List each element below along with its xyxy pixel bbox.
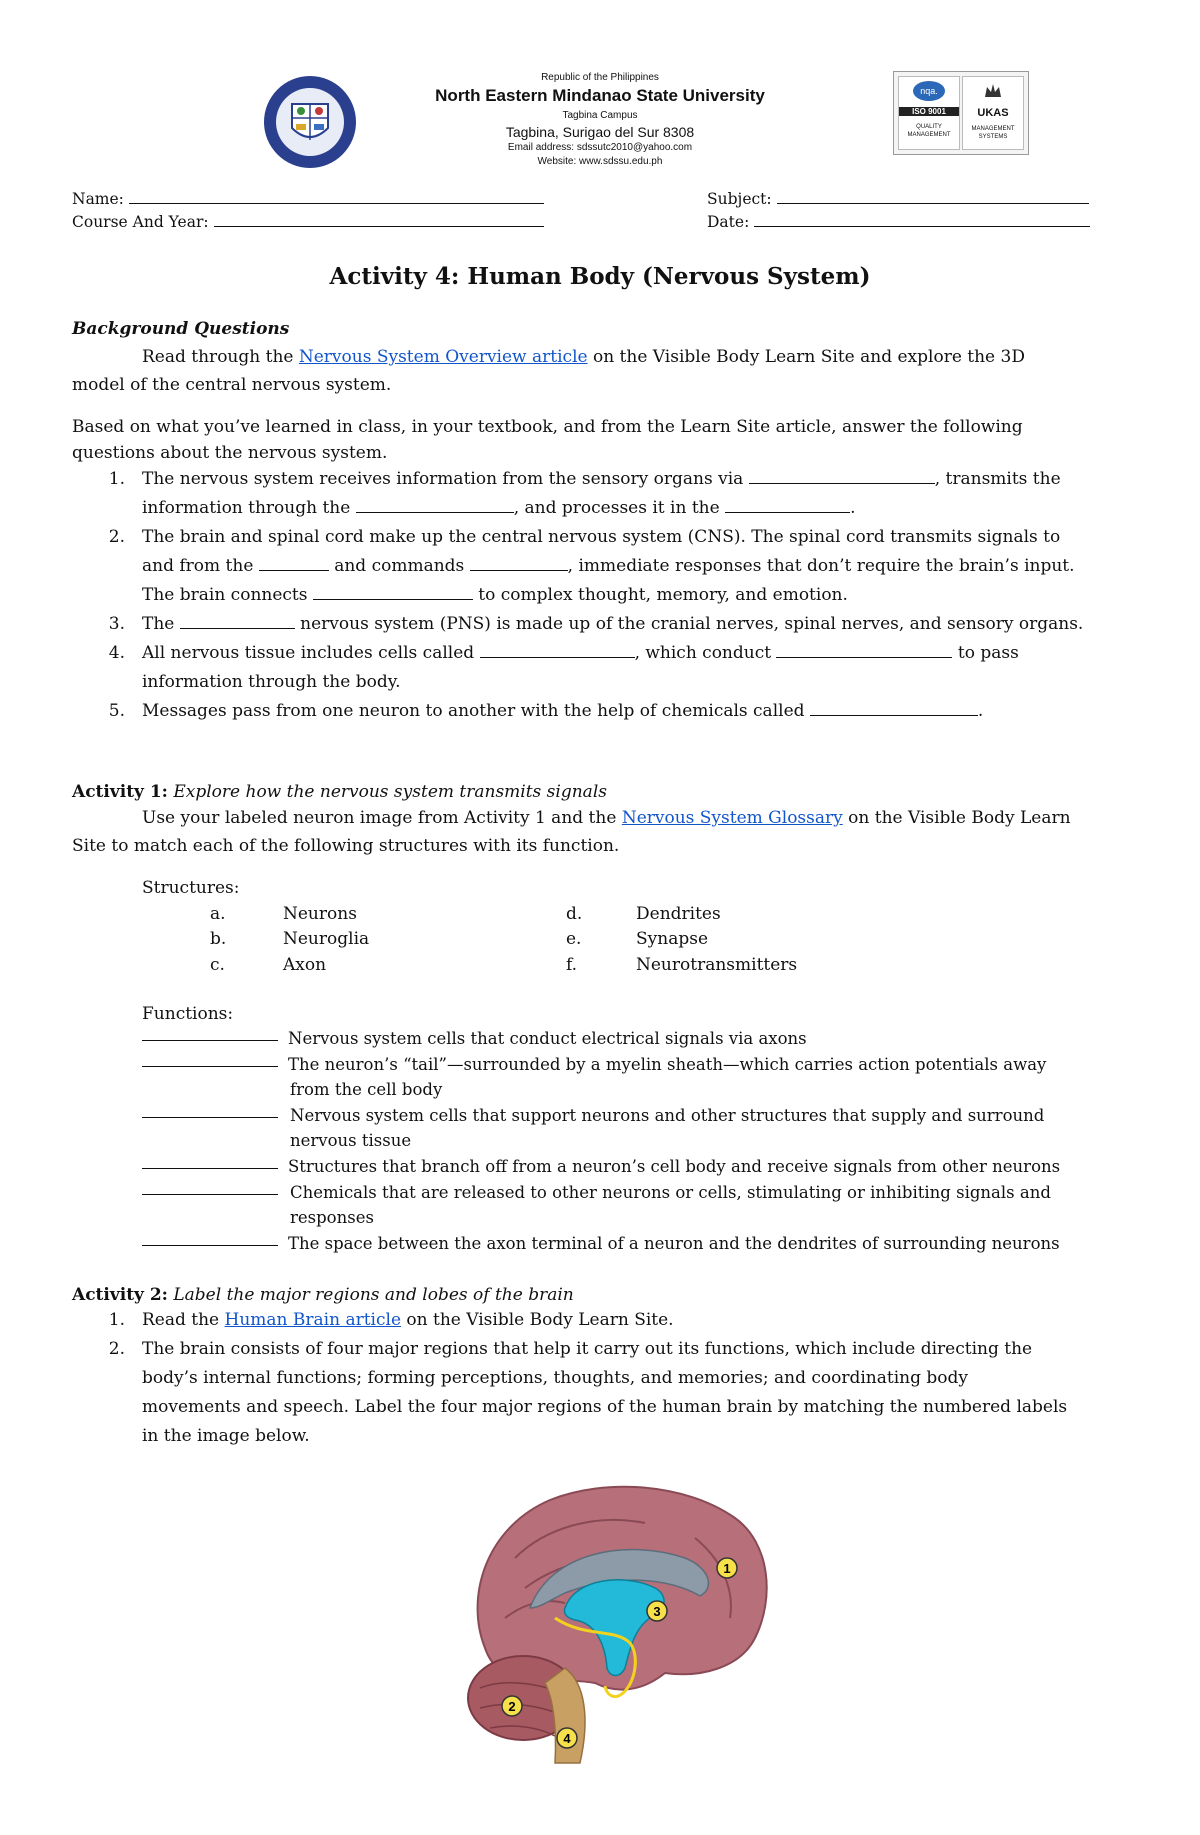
function-answer-blank[interactable] xyxy=(142,1168,278,1169)
function-answer-blank[interactable] xyxy=(142,1194,278,1195)
subject-field[interactable]: Subject: xyxy=(707,190,1089,208)
structure-name: Neuroglia xyxy=(283,929,370,949)
question-5-number: 5. xyxy=(108,701,125,721)
crown-icon xyxy=(983,81,1003,101)
function-answer-blank[interactable] xyxy=(142,1066,278,1067)
q2-blank-3[interactable] xyxy=(313,585,473,600)
q1-blank-2[interactable] xyxy=(356,498,514,513)
activity-2-item-2-line1: The brain consists of four major regions that help it carry out its functions, which include directing the xyxy=(142,1339,1033,1359)
q2-blank-2[interactable] xyxy=(470,556,568,571)
background-para-line1: Based on what you’ve learned in class, in your textbook, and from the Learn Site article, answer the following xyxy=(72,417,1023,437)
address-text: Tagbina, Surigao del Sur 8308 xyxy=(505,124,695,140)
activity-2-item-2-line2: body’s internal functions; forming perceptions, thoughts, and memories; and coordinating body xyxy=(142,1368,968,1388)
q4-blank-2[interactable] xyxy=(776,643,952,658)
ukas-badge: UKAS MANAGEMENT SYSTEMS xyxy=(962,76,1024,150)
activity-1-intro-line2: Site to match each of the following structures with its function. xyxy=(72,836,620,856)
date-field[interactable]: Date: xyxy=(707,213,1090,231)
structure-letter: c. xyxy=(210,955,225,975)
q4-blank-1[interactable] xyxy=(480,643,635,658)
brain-label-2: 2 xyxy=(508,1699,516,1714)
question-1-line1: The nervous system receives information from the sensory organs via , transmits the xyxy=(142,469,1061,489)
activity-2-heading: Activity 2: Label the major regions and lobes of the brain xyxy=(72,1285,574,1305)
question-2-number: 2. xyxy=(108,527,125,547)
nervous-system-glossary-link[interactable]: Nervous System Glossary xyxy=(621,808,843,828)
q5-blank-1[interactable] xyxy=(810,701,978,716)
background-para-line2: questions about the nervous system. xyxy=(72,443,388,463)
certification-logos xyxy=(893,71,1029,155)
activity-2-item-2-line3: movements and speech. Label the four major regions of the human brain by matching the numbered labels xyxy=(142,1397,1068,1417)
question-4-number: 4. xyxy=(108,643,125,663)
structure-name: Axon xyxy=(283,955,327,975)
structure-name: Synapse xyxy=(636,929,709,949)
q1-blank-3[interactable] xyxy=(725,498,850,513)
q1-blank-1[interactable] xyxy=(749,469,935,484)
function-answer-blank[interactable] xyxy=(142,1117,278,1118)
question-5-line1: Messages pass from one neuron to another with the help of chemicals called . xyxy=(142,701,984,721)
question-2-line2: and from the and commands , immediate responses that don’t require the brain’s input. xyxy=(142,556,1075,576)
republic-text: Republic of the Philippines xyxy=(541,72,659,83)
email-text: Email address: sdssutc2010@yahoo.com xyxy=(507,142,693,153)
question-2-line1: The brain and spinal cord make up the central nervous system (CNS). The spinal cord transmits signals to xyxy=(142,527,1061,547)
activity-1-heading: Activity 1: Explore how the nervous system transmits signals xyxy=(72,782,607,802)
human-brain-article-link[interactable]: Human Brain article xyxy=(224,1310,402,1330)
background-intro-line2: model of the central nervous system. xyxy=(72,375,392,395)
functions-label: Functions: xyxy=(142,1004,234,1024)
structures-label: Structures: xyxy=(142,878,240,898)
structure-name: Dendrites xyxy=(636,904,721,924)
name-blank[interactable] xyxy=(129,191,544,204)
q3-blank-1[interactable] xyxy=(180,614,295,629)
activity-2-item-1-number: 1. xyxy=(108,1310,125,1330)
structure-letter: d. xyxy=(566,904,583,924)
question-1-number: 1. xyxy=(108,469,125,489)
background-intro: Read through the Nervous System Overview article on the Visible Body Learn Site and explore the 3D xyxy=(142,347,1025,367)
structure-letter: e. xyxy=(566,929,582,949)
page-title: Activity 4: Human Body (Nervous System) xyxy=(329,263,871,290)
nervous-system-overview-link[interactable]: Nervous System Overview article xyxy=(298,347,588,367)
course-blank[interactable] xyxy=(214,214,544,227)
background-heading: Background Questions xyxy=(72,319,290,339)
structure-letter: b. xyxy=(210,929,227,949)
activity-2-item-1: Read the Human Brain article on the Visible Body Learn Site. xyxy=(142,1310,674,1330)
function-answer-blank[interactable] xyxy=(142,1245,278,1246)
brain-diagram-image xyxy=(455,1478,775,1768)
activity-2-item-2-number: 2. xyxy=(108,1339,125,1359)
website-text: Website: www.sdssu.edu.ph xyxy=(537,156,663,167)
structure-letter: f. xyxy=(566,955,578,975)
date-blank[interactable] xyxy=(754,214,1090,227)
brain-label-4: 4 xyxy=(563,1731,571,1746)
question-2-line3: The brain connects to complex thought, memory, and emotion. xyxy=(142,585,848,605)
question-3-number: 3. xyxy=(108,614,125,634)
question-4-line2: information through the body. xyxy=(142,672,401,692)
question-3-line1: The nervous system (PNS) is made up of the cranial nerves, spinal nerves, and sensory organs. xyxy=(142,614,1084,634)
function-answer-blank[interactable] xyxy=(142,1040,278,1041)
brain-label-1: 1 xyxy=(723,1561,731,1576)
name-field[interactable]: Name: xyxy=(72,190,544,208)
activity-2-item-2-line4: in the image below. xyxy=(142,1426,310,1446)
course-field[interactable]: Course And Year: xyxy=(72,213,544,231)
iso-badge: nqa. ISO 9001 QUALITY MANAGEMENT xyxy=(898,76,960,150)
subject-blank[interactable] xyxy=(777,191,1089,204)
q2-blank-1[interactable] xyxy=(259,556,329,571)
structure-letter: a. xyxy=(210,904,226,924)
question-1-line2: information through the , and processes it in the . xyxy=(142,498,856,518)
structure-name: Neurotransmitters xyxy=(636,955,798,975)
campus-text: Tagbina Campus xyxy=(562,110,638,121)
structure-name: Neurons xyxy=(283,904,357,924)
question-4-line1: All nervous tissue includes cells called , which conduct to pass xyxy=(142,643,1019,663)
brain-label-3: 3 xyxy=(653,1604,661,1619)
university-name: North Eastern Mindanao State University xyxy=(435,86,765,105)
activity-1-intro: Use your labeled neuron image from Activity 1 and the Nervous System Glossary on the Visible Body Learn xyxy=(142,808,1071,828)
